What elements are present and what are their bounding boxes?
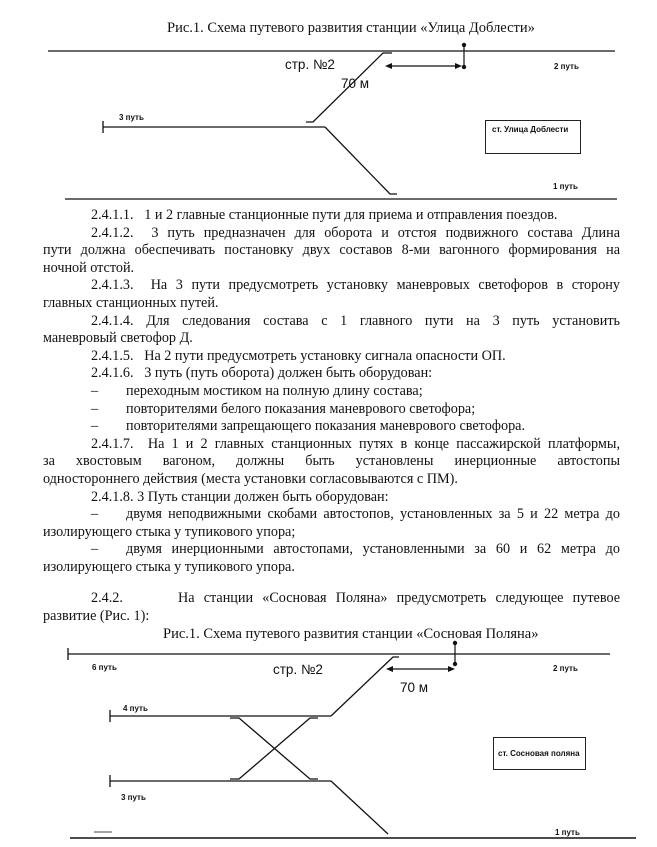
fig1-switch-label: стр. №2 — [285, 57, 335, 72]
bullet-dash: – — [91, 418, 99, 435]
item-2-4-1-5 — [43, 348, 620, 366]
bullet-item — [43, 383, 620, 401]
fig2-signal-dot-bottom — [453, 662, 457, 666]
bullet-text-line: изолирующего стыка у тупикового упора; — [43, 523, 296, 540]
bullet-dash: – — [91, 382, 99, 399]
bullet-text-line: изолирующего стыка у тупикового упора. — [43, 558, 295, 575]
bullet-item — [43, 541, 620, 576]
item-2-4-1-4 — [43, 313, 620, 348]
item-text: 3 Путь станции должен быть оборудован: — [137, 488, 389, 505]
fig1-arrowhead-left — [385, 63, 392, 69]
bullet-text: переходным мостиком на полную длину состава; — [126, 382, 423, 399]
item-2-4-1-1 — [43, 207, 620, 225]
item-text-line: маневровый светофор Д. — [43, 330, 193, 347]
item-text: На станции «Сосновая Поляна» предусмотреть следующее путевое — [178, 590, 621, 606]
item-text: На 1 и 2 главных станционных путях в конце пассажирской платформы, — [147, 435, 620, 452]
item-2-4-1-6 — [43, 365, 620, 383]
fig2-track-1-label: 1 путь — [555, 828, 580, 837]
item-number: 2.4.1.3. — [91, 277, 134, 294]
section-2-4-2 — [43, 590, 620, 625]
item-number: 2.4.1.7. — [91, 435, 134, 452]
fig1-distance-label: 70 м — [341, 76, 370, 91]
fig2-switch-label: стр. №2 — [273, 662, 323, 677]
item-2-4-1-7 — [43, 436, 620, 489]
bullet-text: двумя неподвижными скобами автостопов, установленных за 5 и 22 метра до — [126, 506, 620, 523]
fig2-switch-diagonal-down — [331, 781, 388, 834]
item-text-line: за хвостовым вагоном, должны быть установлены инерционные автостопы — [43, 453, 620, 470]
fig2-track-3-label: 3 путь — [121, 793, 146, 802]
fig1-arrowhead-right — [455, 63, 462, 69]
item-2-4-1-8 — [43, 489, 620, 507]
item-text: 3 путь (путь оборота) должен быть оборудован: — [144, 365, 433, 382]
item-2-4-1-2 — [43, 225, 620, 278]
fig2-track-2-label: 2 путь — [553, 664, 578, 673]
fig1-track-2-label: 2 путь — [554, 62, 579, 71]
fig1-signal-dot-top — [462, 43, 466, 47]
bullet-text: повторителями запрещающего показания маневрового светофора. — [126, 418, 526, 435]
figure1-title: Рис.1. Схема путевого развития станции «Улица Доблести» — [167, 20, 535, 36]
bullet-dash: – — [91, 506, 99, 523]
item-text-line: одностороннего действия (места установки согласовываются с ПМ). — [43, 470, 458, 487]
fig1-track-1-label: 1 путь — [553, 182, 578, 191]
item-number: 2.4.1.1. — [91, 207, 134, 223]
fig2-crossover-up — [230, 718, 318, 779]
item-number: 2.4.1.5. — [91, 347, 134, 364]
bullet-text: повторителями белого показания маневрового светофора; — [126, 400, 476, 417]
item-text-line: развитие (Рис. 1): — [43, 607, 150, 624]
item-number: 2.4.2. — [91, 590, 123, 606]
bullet-item — [43, 418, 620, 436]
item-text: 1 и 2 главные станционные пути для приема и отправления поездов. — [144, 207, 558, 223]
fig2-switch-diagonal-up — [331, 657, 399, 716]
item-2-4-1-3 — [43, 277, 620, 312]
bullet-item — [43, 506, 620, 541]
fig2-station-name: ст. Сосновая поляна — [498, 749, 580, 758]
fig2-track-6-label: 6 путь — [92, 663, 117, 672]
fig2-arrowhead-left — [386, 666, 393, 672]
fig2-distance-label: 70 м — [400, 680, 429, 695]
item-text: На 3 пути предусмотреть установку маневровых светофоров в сторону — [150, 277, 620, 294]
item-number: 2.4.1.4. — [91, 312, 134, 329]
fig1-track-3-label: 3 путь — [119, 113, 144, 122]
item-number: 2.4.1.6. — [91, 365, 134, 382]
item-text: 3 путь предназначен для оборота и отстоя подвижного состава Длина — [151, 224, 620, 241]
item-text-line: ночной отстой. — [43, 259, 135, 276]
fig1-signal-dot-bottom — [462, 65, 466, 69]
fig1-station-box — [485, 120, 581, 154]
item-number: 2.4.1.8. — [91, 488, 134, 505]
bullet-dash: – — [91, 541, 99, 558]
item-text-line: главных станционных путей. — [43, 294, 219, 311]
bullet-text: двумя инерционными автостопами, установленными за 60 и 62 метра до — [126, 541, 620, 558]
item-text: Для следования состава с 1 главного пути на 3 путь установить — [146, 312, 620, 329]
fig2-track-4-label: 4 путь — [123, 704, 148, 713]
bullet-item — [43, 401, 620, 419]
item-text: На 2 пути предусмотреть установку сигнала опасности ОП. — [144, 347, 506, 364]
fig1-switch-diagonal-down — [325, 127, 397, 194]
figure2-title: Рис.1. Схема путевого развития станции «Сосновая Поляна» — [163, 626, 539, 642]
fig1-station-name: ст. Улица Доблести — [492, 125, 569, 134]
item-number: 2.4.1.2. — [91, 224, 134, 241]
bullet-dash: – — [91, 400, 99, 417]
fig2-station-box — [493, 737, 586, 770]
section-2-4-1 — [43, 207, 620, 576]
fig2-arrowhead-right — [448, 666, 455, 672]
item-text-line: пути должна обеспечивать постановку двух составов 8-ми вагонного формирования на — [43, 242, 620, 259]
